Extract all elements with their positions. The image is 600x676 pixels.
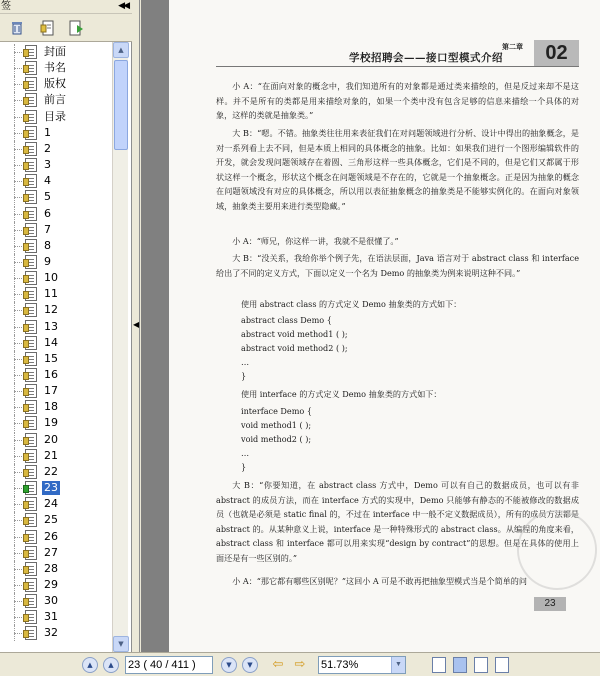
bookmark-page-icon — [25, 77, 37, 91]
bookmark-label: 13 — [44, 319, 58, 333]
continuous-view-icon[interactable] — [453, 657, 467, 673]
bookmark-page-icon — [25, 546, 37, 560]
bookmark-page-icon — [25, 142, 37, 156]
bookmark-label: 10 — [44, 271, 58, 285]
bookmark-label: 7 — [44, 222, 51, 236]
new-bookmark-icon[interactable] — [40, 20, 56, 36]
bookmark-label: 12 — [44, 303, 58, 317]
bookmark-page-icon — [25, 530, 37, 544]
paragraph: 大 B：“没关系，我给你举个例子先，在语法层面，Java 语言对于 abstract class 和 interface 给出了不同的定义方式，下面以定义一个名为 Demo 的抽象类为例来说明这种不同。” — [216, 253, 579, 278]
bookmark-item[interactable] — [0, 109, 112, 125]
bookmark-item[interactable] — [0, 335, 112, 351]
scroll-down-icon[interactable]: ▼ — [113, 636, 129, 652]
bookmark-item[interactable] — [0, 415, 112, 431]
splitter-arrow-icon: ◀ — [133, 320, 140, 329]
bookmark-item[interactable] — [0, 545, 112, 561]
bookmark-item[interactable] — [0, 270, 112, 286]
bookmark-toolbar — [0, 14, 132, 42]
bookmark-item[interactable] — [0, 512, 112, 528]
bookmark-item[interactable] — [0, 141, 112, 157]
last-page-icon[interactable]: ▼ — [242, 657, 258, 673]
paragraph: 大 B：“嗯。不错。抽象类往往用来表征我们在对问题领域进行分析、设计中得出的抽象概念，是对一系列看上去不同，但是本质上相同的具体概念的抽象。比如：如果我们进行一个图形编辑软件的开发，就会发现问题领域存在着圆、三角形这样一些具体概念，它们是不同的，但是它们又都属于形状这样一个概念，形状这个概念在问题领域是不存在的，它就是一个抽象概念。正是因为抽象的概念在问题领域没有对应的具体概念，所以用以表征抽象概念的抽象类是不能够实例化的。在面向对象领域，抽象类主要用来进行类型隐藏。” — [216, 128, 579, 211]
bookmark-page-icon — [25, 303, 37, 317]
bookmark-page-icon — [25, 497, 37, 511]
bookmark-item[interactable] — [0, 609, 112, 625]
bookmark-label: 24 — [44, 497, 58, 511]
bookmark-label: 27 — [44, 545, 58, 559]
bookmark-label: 31 — [44, 610, 58, 624]
code-intro: 使用 interface 的方式定义 Demo 抽象类的方式如下： — [241, 389, 442, 399]
bookmark-label: 3 — [44, 158, 51, 172]
bookmark-label: 书名 — [44, 61, 66, 75]
bookmark-page-icon — [25, 562, 37, 576]
bookmark-label: 11 — [44, 287, 58, 301]
chapter-title: 学校招聘会——接口型模式介绍 — [349, 52, 503, 64]
bookmark-tree — [0, 42, 112, 652]
bookmark-label: 17 — [44, 384, 58, 398]
bookmark-page-icon — [25, 158, 37, 172]
current-page-value: 23 — [128, 659, 141, 671]
chapter-label: 第二章 — [502, 42, 523, 51]
forward-arrow-icon[interactable]: ⇨ — [294, 657, 306, 672]
bookmark-label: 8 — [44, 238, 51, 252]
bookmark-item[interactable] — [0, 238, 112, 254]
bookmark-item[interactable] — [0, 383, 112, 399]
bookmark-item[interactable] — [0, 480, 112, 496]
collapse-panel-icon[interactable]: ◀◀ — [118, 1, 128, 11]
page-number: 23 — [534, 597, 566, 611]
document-page — [169, 0, 600, 652]
bookmark-page-icon — [25, 61, 37, 75]
continuous-facing-view-icon[interactable] — [495, 657, 509, 673]
bookmark-item[interactable] — [0, 577, 112, 593]
bookmark-item[interactable] — [0, 561, 112, 577]
paragraph: 小 A：“那它都有哪些区别呢？”这回小 A 可是不敢再把抽象型模式当是个简单的问 — [232, 576, 527, 586]
bookmark-item[interactable] — [0, 189, 112, 205]
code-block: abstract class Demo { abstract void method1 ( ); abstract void method2 ( ); … } — [241, 315, 348, 381]
bookmark-scrollbar[interactable] — [112, 42, 128, 652]
bookmark-page-icon — [25, 626, 37, 640]
bookmark-page-icon — [25, 239, 37, 253]
bookmark-item[interactable] — [0, 367, 112, 383]
bookmark-page-icon — [25, 610, 37, 624]
facing-view-icon[interactable] — [474, 657, 488, 673]
page-header — [216, 38, 579, 67]
bookmark-page-icon — [25, 352, 37, 366]
bookmark-item[interactable] — [0, 464, 112, 480]
bookmark-page-icon — [25, 336, 37, 350]
bookmark-page-icon — [25, 223, 37, 237]
bookmark-page-icon — [25, 433, 37, 447]
bookmark-item[interactable] — [0, 625, 112, 641]
bookmark-label: 20 — [44, 432, 58, 446]
bookmark-label: 16 — [44, 368, 58, 381]
bookmark-item[interactable] — [0, 593, 112, 609]
bookmark-label: 6 — [44, 206, 51, 220]
bookmark-label: 23 — [44, 481, 58, 495]
bookmark-label: 15 — [44, 351, 58, 365]
bookmark-page-icon — [25, 207, 37, 221]
bookmark-page-icon — [25, 126, 37, 140]
bookmark-page-icon — [25, 93, 37, 107]
panel-splitter[interactable] — [132, 0, 140, 652]
bookmark-item[interactable] — [0, 222, 112, 238]
bookmark-label: 18 — [44, 400, 58, 414]
panel-header — [0, 0, 132, 14]
bookmark-label: 28 — [44, 561, 58, 575]
bookmark-page-icon — [25, 368, 37, 382]
bookmark-label: 4 — [44, 174, 51, 188]
bookmark-page-icon — [25, 513, 37, 527]
bookmark-item[interactable] — [0, 44, 112, 60]
first-page-icon[interactable]: ▲ — [82, 657, 98, 673]
scrollbar-thumb[interactable] — [114, 60, 128, 150]
navigation-bar — [0, 652, 600, 676]
bookmark-page-icon — [25, 449, 37, 463]
bookmarks-panel — [0, 0, 132, 652]
bookmark-item[interactable] — [0, 496, 112, 512]
bookmark-label: 封面 — [44, 45, 66, 58]
code-block: interface Demo { void method1 ( ); void method2 ( ); … } — [241, 406, 312, 472]
bookmark-item[interactable] — [0, 125, 112, 141]
bookmark-page-icon — [25, 481, 37, 495]
bookmark-page-icon — [25, 110, 37, 124]
bookmark-label: 1 — [44, 125, 51, 139]
bookmark-page-icon — [25, 400, 37, 414]
bookmark-label: 21 — [44, 448, 58, 462]
bookmark-page-icon — [25, 578, 37, 592]
bookmark-item[interactable] — [0, 286, 112, 302]
bookmark-label: 29 — [44, 577, 58, 591]
bookmark-label: 5 — [44, 190, 51, 204]
bookmark-item[interactable] — [0, 302, 112, 318]
bookmark-page-icon — [25, 174, 37, 188]
zoom-select[interactable] — [318, 656, 406, 674]
bookmark-label: 22 — [44, 464, 58, 478]
scroll-up-icon[interactable]: ▲ — [113, 42, 129, 58]
bookmark-item[interactable] — [0, 351, 112, 367]
paragraph: 大 B：“你要知道，在 abstract class 方式中，Demo 可以有自己的数据成员，也可以有非 abstract 的成员方法，而在 interface 方式的实现中，Demo 只能够有静态的不能被修改的数据成员（也就是必须是 static final 的，不过在 interface 中一般不定义数据成员），所有的成员方法都是 abstract 的。从某种意义上说，interface 是一种特殊形式的 abstract class。从编程的角度来看，abstract class 和 interface 都可以用来实现“design by contract”的思想。但是在具体的使用上面还是有一些区别的。” — [216, 480, 579, 563]
back-arrow-icon[interactable]: ⇦ — [272, 657, 284, 672]
bookmark-label: 2 — [44, 141, 51, 155]
bookmark-label: 26 — [44, 529, 58, 543]
bookmark-label: 9 — [44, 254, 51, 268]
zoom-value: 51.73% — [321, 659, 359, 671]
bookmark-page-icon — [25, 465, 37, 479]
bookmark-item[interactable] — [0, 60, 112, 76]
bookmark-item[interactable] — [0, 92, 112, 108]
header-divider — [216, 66, 579, 67]
bookmark-page-icon — [25, 320, 37, 334]
panel-title: 签 — [1, 1, 11, 12]
bookmark-label: 25 — [44, 513, 58, 527]
expand-bookmark-icon[interactable] — [68, 20, 84, 36]
paragraph: 小 A：“师兄，你这样一讲，我就不是很懂了。” — [232, 236, 399, 246]
bookmark-page-icon — [25, 594, 37, 608]
bookmark-item[interactable] — [0, 319, 112, 335]
bookmark-label: 版权 — [44, 77, 66, 91]
chapter-number: 02 — [534, 40, 579, 66]
bookmark-page-icon — [25, 45, 37, 59]
chevron-down-icon[interactable]: ▼ — [391, 657, 405, 673]
bookmark-label: 32 — [44, 626, 58, 640]
page-number-field[interactable] — [125, 656, 213, 674]
bookmark-item[interactable] — [0, 399, 112, 415]
bookmark-label: 30 — [44, 594, 58, 608]
bookmark-page-icon — [25, 287, 37, 301]
bookmark-item[interactable] — [0, 173, 112, 189]
bookmark-label: 前言 — [44, 93, 66, 107]
bookmark-page-icon — [25, 416, 37, 430]
previous-page-icon[interactable]: ▲ — [103, 657, 119, 673]
bookmark-page-icon — [25, 190, 37, 204]
code-intro: 使用 abstract class 的方式定义 Demo 抽象类的方式如下： — [241, 299, 462, 309]
bookmark-page-icon — [25, 271, 37, 285]
page-count-text: ( 40 / 411 ) — [143, 659, 196, 671]
bookmark-item[interactable] — [0, 254, 112, 270]
single-page-view-icon[interactable] — [432, 657, 446, 673]
bookmark-item[interactable] — [0, 432, 112, 448]
document-view[interactable] — [141, 0, 600, 652]
bookmark-item[interactable] — [0, 206, 112, 222]
next-page-icon[interactable]: ▼ — [221, 657, 237, 673]
bookmark-label: 19 — [44, 416, 58, 430]
bookmark-item[interactable] — [0, 76, 112, 92]
bookmark-item[interactable] — [0, 157, 112, 173]
trash-icon[interactable] — [9, 20, 25, 36]
bookmark-label: 14 — [44, 335, 58, 349]
bookmark-item[interactable] — [0, 529, 112, 545]
bookmark-item[interactable] — [0, 448, 112, 464]
paragraph: 小 A：“在面向对象的概念中，我们知道所有的对象都是通过类来描绘的，但是反过来却不是这样。并不是所有的类都是用来描绘对象的，如果一个类中没有包含足够的信息来描绘一个具体的对象，这样的类就是抽象类。” — [216, 81, 579, 121]
bookmark-label: 目录 — [44, 109, 66, 123]
bookmark-page-icon — [25, 255, 37, 269]
bookmark-page-icon — [25, 384, 37, 398]
